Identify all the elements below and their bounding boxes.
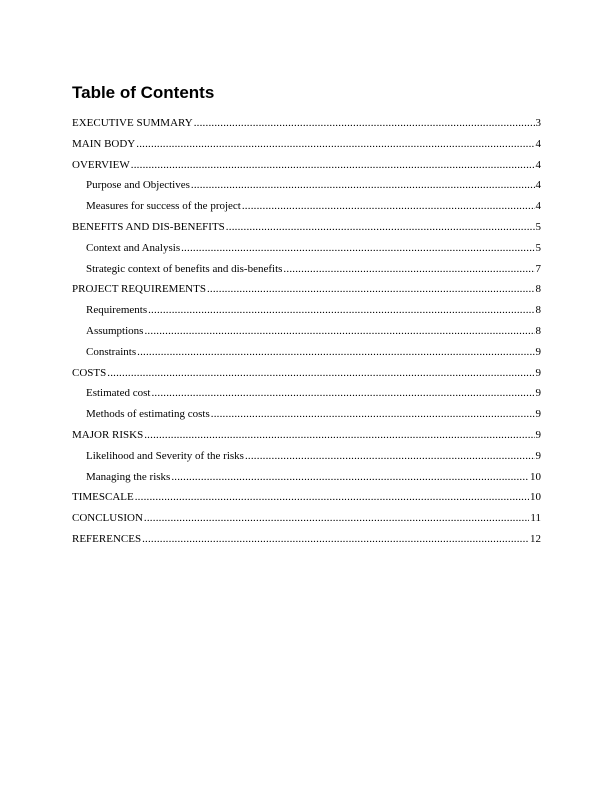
toc-page-number: 8 (535, 283, 541, 296)
toc-page-number: 5 (535, 220, 541, 233)
toc-entry-executive-summary[interactable] (72, 117, 541, 138)
toc-entry-label: OVERVIEW (72, 158, 130, 171)
toc-dot-leader (107, 367, 534, 379)
toc-entry-costs[interactable] (72, 367, 541, 388)
toc-entry-references[interactable] (72, 533, 541, 554)
toc-entry-purpose-and-objectives[interactable] (72, 179, 541, 200)
toc-page-number: 9 (535, 345, 541, 358)
toc-page-number: 4 (535, 179, 541, 192)
toc-dot-leader (135, 491, 529, 503)
toc-entry-assumptions[interactable] (72, 325, 541, 346)
toc-dot-leader (144, 325, 534, 337)
toc-entry-managing-the-risks[interactable] (72, 471, 541, 492)
toc-dot-leader (137, 346, 534, 358)
toc-entry-context-and-analysis[interactable] (72, 242, 541, 263)
toc-entry-label: Measures for success of the project (86, 200, 241, 213)
toc-dot-leader (151, 387, 534, 399)
toc-dot-leader (181, 242, 534, 254)
toc-page-number: 10 (530, 491, 541, 504)
toc-page-number: 10 (530, 470, 541, 483)
toc-page-number: 3 (535, 117, 541, 129)
toc-entry-label: Methods of estimating costs (86, 408, 210, 421)
toc-entry-label: Context and Analysis (86, 241, 181, 254)
toc-entry-label: BENEFITS AND DIS-BENEFITS (72, 220, 225, 233)
toc-page-number: 7 (535, 262, 541, 275)
toc-dot-leader (131, 159, 535, 171)
toc-dot-leader (226, 221, 535, 233)
toc-dot-leader (211, 408, 535, 420)
toc-entry-requirements[interactable] (72, 304, 541, 325)
toc-page-number: 9 (535, 366, 541, 379)
toc-entry-project-requirements[interactable] (72, 283, 541, 304)
toc-list (72, 117, 541, 554)
toc-entry-label: Likelihood and Severity of the risks (86, 449, 244, 462)
toc-page-number: 5 (535, 241, 541, 254)
toc-entry-label: Purpose and Objectives (86, 179, 190, 192)
toc-entry-label: CONCLUSION (72, 512, 143, 525)
toc-dot-leader (242, 200, 535, 212)
toc-dot-leader (148, 304, 534, 316)
toc-page-number: 4 (535, 200, 541, 213)
toc-entry-conclusion[interactable] (72, 512, 541, 533)
toc-entry-timescale[interactable] (72, 491, 541, 512)
toc-entry-measures-for-success[interactable] (72, 200, 541, 221)
toc-page-number: 9 (535, 449, 541, 462)
toc-page-number: 12 (530, 532, 541, 545)
toc-dot-leader (171, 471, 529, 483)
toc-entry-methods-of-estimating-costs[interactable] (72, 408, 541, 429)
toc-entry-label: Managing the risks (86, 470, 171, 483)
toc-page-number: 4 (535, 137, 541, 150)
toc-page-number: 11 (530, 512, 541, 525)
toc-entry-label: Assumptions (86, 324, 144, 337)
toc-dot-leader (207, 283, 535, 295)
toc-page-number: 9 (535, 387, 541, 400)
toc-dot-leader (194, 117, 535, 129)
toc-entry-label: MAIN BODY (72, 137, 136, 150)
toc-dot-leader (283, 263, 534, 275)
toc-dot-leader (191, 179, 535, 191)
toc-entry-label: Estimated cost (86, 387, 151, 400)
toc-entry-benefits-and-dis-benefits[interactable] (72, 221, 541, 242)
toc-page-number: 9 (535, 428, 541, 441)
toc-dot-leader (142, 533, 529, 545)
toc-entry-overview[interactable] (72, 159, 541, 180)
toc-entry-constraints[interactable] (72, 346, 541, 367)
toc-page-number: 4 (535, 158, 541, 171)
toc-dot-leader (144, 429, 534, 441)
toc-entry-label: PROJECT REQUIREMENTS (72, 283, 206, 296)
toc-entry-label: EXECUTIVE SUMMARY (72, 117, 193, 129)
toc-entry-label: REFERENCES (72, 532, 142, 545)
toc-entry-likelihood-and-severity[interactable] (72, 450, 541, 471)
toc-entry-main-body[interactable] (72, 138, 541, 159)
toc-entry-label: COSTS (72, 366, 107, 379)
toc-entry-label: MAJOR RISKS (72, 428, 144, 441)
toc-entry-label: Constraints (86, 345, 137, 358)
toc-entry-label: Requirements (86, 304, 148, 317)
toc-dot-leader (245, 450, 535, 462)
toc-entry-label: Strategic context of benefits and dis-benefits (86, 262, 283, 275)
toc-page-number: 8 (535, 324, 541, 337)
toc-entry-major-risks[interactable] (72, 429, 541, 450)
toc-dot-leader (136, 138, 534, 150)
toc-entry-label: TIMESCALE (72, 491, 134, 504)
toc-page-number: 9 (535, 408, 541, 421)
toc-entry-strategic-context[interactable] (72, 263, 541, 284)
toc-title: Table of Contents (72, 83, 215, 102)
toc-dot-leader (144, 512, 530, 524)
toc-page-number: 8 (535, 304, 541, 317)
toc-entry-estimated-cost[interactable] (72, 387, 541, 408)
